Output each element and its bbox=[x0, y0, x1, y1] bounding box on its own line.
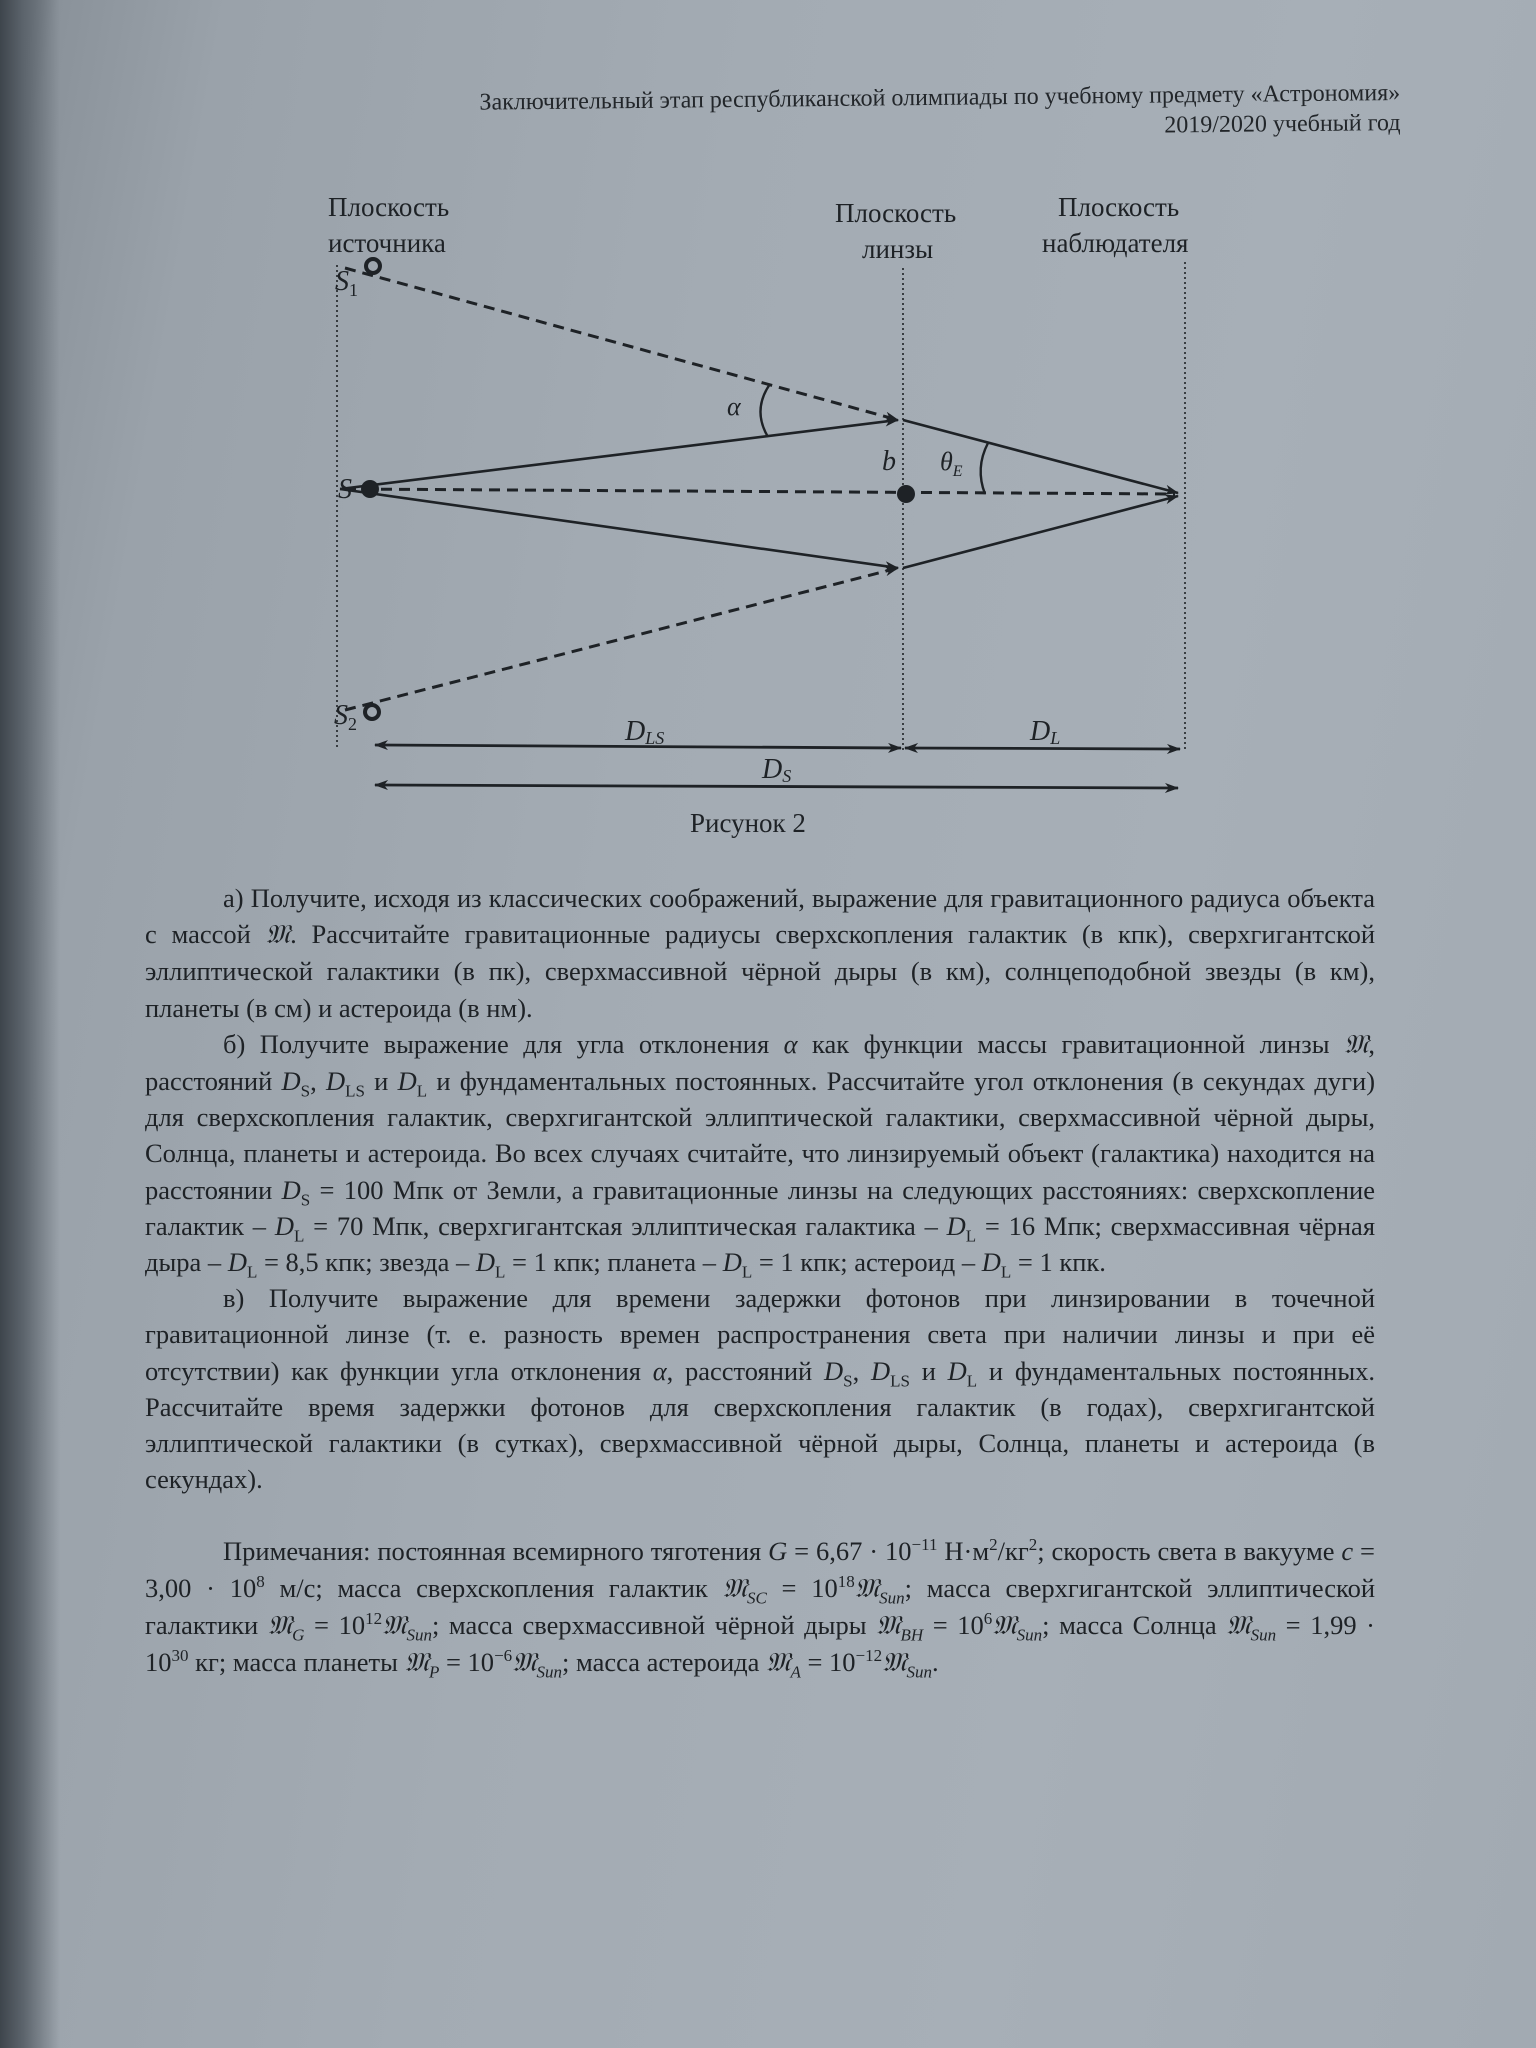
label-ds: DS bbox=[762, 754, 792, 786]
label-s2: $S_2$ bbox=[334, 700, 357, 734]
label-theta-e: $\theta_E$ bbox=[940, 447, 963, 480]
source-plane-label-1: Плоскость bbox=[328, 192, 450, 222]
label-s: S bbox=[338, 474, 352, 505]
apparent-ray-s1 bbox=[345, 268, 898, 420]
ds-arrow bbox=[375, 785, 1178, 788]
task-c: в) Получите выражение для времени задержки фотонов при линзировании в точечной гравитационной линзе (т. е. разность времен распространения света при наличии линзы и при её отсутствии) как функции угла отклонения α, расстояний $D_S$, $D_{LS}$ и $D_L$ и фундаментальных постоянных. Рассчитайте время задержки фотонов для сверхскопления галактик (в годах), сверхгигантской эллиптической галактики (в сутках), сверхмассивной чёрной дыры, Солнца, планеты и астероида (в секундах). bbox=[145, 1283, 1376, 1495]
observer-plane-label-2: наблюдателя bbox=[1042, 228, 1189, 258]
notes: Примечания: постоянная всемирного тяготения $G = 6,67 \cdot 10^{-11}$ $Н\cdot м^2/кг^2$; скорость света в вакууме $c = 3,00 \cdot 10^8$ м/с; масса сверхскопления галактик 𝔐$_{SC}$ = $10^{18}𝔐_{Sun}$; масса сверхгигантской эллиптической галактики 𝔐$_G$ = $10^{12}𝔐_{Sun}$; масса сверхмассивной чёрной дыры 𝔐$_{BH}$ = $10^6𝔐_{Sun}$; масса Солнца 𝔐$_{Sun}$ = $1,99 \cdot 10^{30}$ кг; масса планеты 𝔐$_P$ = $10^{-6}𝔐_{Sun}$; масса астероида 𝔐$_A$ = $10^{-12}𝔐_{Sun}$. bbox=[145, 1535, 1376, 1682]
point-s bbox=[361, 480, 379, 498]
task-text bbox=[145, 880, 1375, 1681]
figure-caption: Рисунок 2 bbox=[690, 808, 806, 838]
header-line-2: 2019/2020 учебный год bbox=[1164, 109, 1401, 139]
real-ray-upper-in bbox=[340, 420, 898, 489]
source-plane-label-2: источника bbox=[328, 228, 446, 258]
lens-plane-label-2: линзы bbox=[862, 234, 934, 264]
optical-axis bbox=[345, 489, 1175, 494]
label-s1: $S_1$ bbox=[335, 266, 358, 300]
point-s2 bbox=[365, 705, 379, 719]
header-line-1: Заключительный этап республиканской олимпиады по учебному предмету «Астрономия» bbox=[479, 79, 1401, 116]
point-s1 bbox=[366, 259, 380, 273]
task-a: а) Получите, исходя из классических соображений, выражение для гравитационного радиуса объекта с массой 𝔐. Рассчитайте гравитационные радиусы сверхскопления галактик (в кпк), сверхгигантской эллиптической галактики (в пк), сверхмассивной чёрной дыры (в км), солнцеподобной звезды (в км), планеты (в см) и астероида (в нм). bbox=[145, 883, 1376, 1023]
task-b: б) Получите выражение для угла отклонения α как функции массы гравитационной линзы 𝔐, расстояний $D_S$, $D_{LS}$ и $D_L$ и фундаментальных постоянных. Рассчитайте угол отклонения (в секундах дуги) для сверхскопления галактик, сверхгигантской эллиптической галактики, сверхмассивной чёрной дыры, Солнца, планеты и астероида. Во всех случаях считайте, что линзируемый объект (галактика) находится на расстоянии $D_S = 100$ Мпк от Земли, а гравитационные линзы на следующих расстояниях: сверхскопление галактик – $D_L = 70$ Мпк, сверхгигантская эллиптическая галактика – $D_L = 16$ Мпк; сверхмассивная чёрная дыра – $D_L = 8,5$ кпк; звезда – $D_L = 1$ кпк; планета – $D_L = 1$ кпк; астероид – $D_L = 1$ кпк. bbox=[145, 1028, 1376, 1282]
lensing-diagram bbox=[0, 0, 1536, 860]
observer-plane-label-1: Плоскость bbox=[1058, 192, 1180, 222]
label-dl: DL bbox=[1030, 716, 1061, 748]
point-lens bbox=[897, 485, 915, 503]
label-dls: DLS bbox=[625, 716, 665, 748]
apparent-ray-s2 bbox=[345, 568, 898, 710]
real-ray-lower-in bbox=[340, 489, 898, 568]
dl-arrow bbox=[905, 748, 1180, 749]
alpha-arc bbox=[760, 384, 770, 437]
label-alpha: α bbox=[727, 392, 741, 421]
real-ray-lower-out bbox=[903, 496, 1178, 568]
lens-plane-label-1: Плоскость bbox=[835, 198, 957, 228]
label-b: b bbox=[882, 446, 896, 477]
theta-arc bbox=[981, 443, 988, 494]
